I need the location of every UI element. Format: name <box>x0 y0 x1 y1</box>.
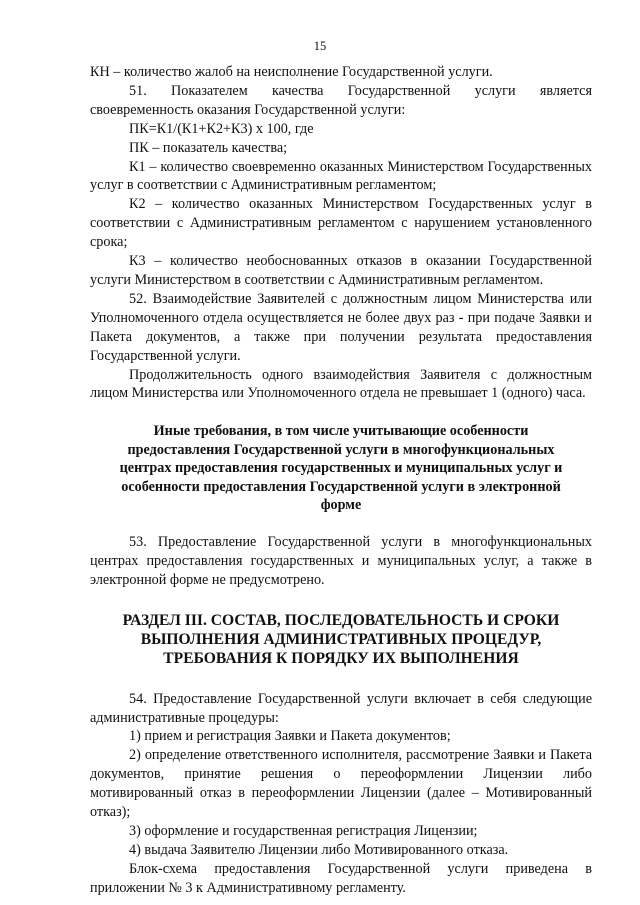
heading-line: форме <box>320 496 362 513</box>
section-title-line: РАЗДЕЛ III. СОСТАВ, ПОСЛЕДОВАТЕЛЬНОСТЬ И СРОКИ <box>122 612 560 630</box>
definition-pk: ПК – показатель качества; <box>129 139 288 156</box>
spacer <box>90 514 592 533</box>
spacer <box>90 590 592 611</box>
procedure-item-2: 2) определение ответственного исполнителя, рассмотрение Заявки и Пакета документов, принятие решения о переоформлении Лицензии либо мотивированный отказ в переоформлении Лицензии (далее – Мотивированный отказ); <box>90 747 592 821</box>
paragraph-flowchart-reference: Блок-схема предоставления Государственной услуги приведена в приложении № 3 к Административному регламенту. <box>90 860 592 896</box>
page-number: 15 <box>313 39 327 53</box>
heading-line: центрах предоставления государственных и муниципальных услуг и <box>119 460 563 477</box>
procedure-item-4: 4) выдача Заявителю Лицензии либо Мотивированного отказа. <box>129 841 509 858</box>
spacer <box>90 669 592 690</box>
paragraph-54: 54. Предоставление Государственной услуги включает в себя следующие административные процедуры: <box>90 690 592 726</box>
paragraph-52: 52. Взаимодействие Заявителей с должностным лицом Министерства или Уполномоченного отдела осуществляется не более двух раз - при подаче Заявки и Пакета документов, а также при получении результата предоставления Государственной услуги. <box>90 290 592 364</box>
procedure-item-3: 3) оформление и государственная регистрация Лицензии; <box>129 823 478 840</box>
heading-line: предоставления Государственной услуги в многофункциональных <box>127 441 555 458</box>
paragraph-interaction-duration: Продолжительность одного взаимодействия Заявителя с должностным лицом Министерства или Уполномоченного отдела не превышает 1 (одного) часа. <box>90 366 592 402</box>
document-body <box>90 63 592 898</box>
subsection-heading <box>90 422 592 514</box>
formula-pk: ПК=К1/(К1+К2+К3) х 100, где <box>129 120 314 137</box>
paragraph-53: 53. Предоставление Государственной услуги в многофункциональных центрах предоставления государственных и муниципальных услуг, а также в электронной форме не предусмотрено. <box>90 534 592 589</box>
definition-k1: К1 – количество своевременно оказанных Министерством Государственных услуг в соответствии с Административным регламентом; <box>90 158 592 194</box>
heading-line: особенности предоставления Государственной услуги в электронной <box>121 478 561 495</box>
procedure-item-1: 1) прием и регистрация Заявки и Пакета документов; <box>129 728 451 745</box>
section-title-line: ТРЕБОВАНИЯ К ПОРЯДКУ ИХ ВЫПОЛНЕНИЯ <box>163 650 519 668</box>
heading-line: Иные требования, в том числе учитывающие особенности <box>153 423 529 440</box>
section-title <box>90 611 592 669</box>
paragraph-51: 51. Показателем качества Государственной услуги является своевременность оказания Государственной услуги: <box>90 82 592 118</box>
definition-k3: К3 – количество необоснованных отказов в оказании Государственной услуги Министерством в соответствии с Административным регламентом. <box>90 253 592 288</box>
spacer <box>90 403 592 422</box>
definition-k2: К2 – количество оказанных Министерством Государственных услуг в соответствии с Административным регламентом с нарушением установленного срока; <box>90 196 592 251</box>
section-title-line: ВЫПОЛНЕНИЯ АДМИНИСТРАТИВНЫХ ПРОЦЕДУР, <box>140 631 542 649</box>
paragraph-kn: КН – количество жалоб на неисполнение Государственной услуги. <box>90 64 493 80</box>
